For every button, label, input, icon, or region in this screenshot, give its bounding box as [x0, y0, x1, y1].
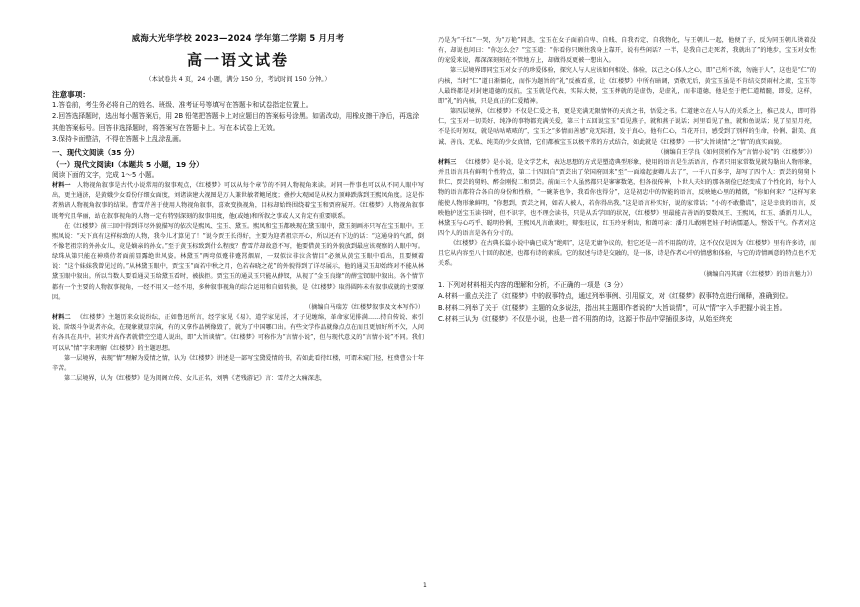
instruction: 阅读下面的文字，完成 1～5 小题。 [52, 170, 159, 179]
paragraph: 第一层境界，表现“情”理解为爱情之情，认为《红楼梦》讲述是一部写宝黛爱情的书，若如此看待红楼，可谓未窥门径，枉费曹公十年辛苦。 [52, 354, 424, 372]
paragraph: 第三层境界即同宝玉对女子的珍爱体验，探究人与人应该如何相处、体验，以己之心体人之心，即“己所不欲，勿施于人”，这也是“仁”的内核，当时“仁”道日渐僵化，而作为题旨的“礼”反被看重，让《红楼梦》中所有暗调，贾敬无后，黄宝玉虽是不肯结交贾雨村之流，宝玉等人最终都是对封建道德的反抗，宝玉就是代表，实际大便，宝玉葬就的是虚伪，是虚礼，而非道德，他是至于把仁道精髓，即爱，这样，即“礼”的内核，只是真正的仁爱精神。 [438, 67, 816, 105]
attention-item: 3.保持卡面整洁，不得在答题卡上乱涂乱画。 [52, 135, 186, 144]
material-two [52, 313, 424, 384]
material-label: 材料三 [438, 158, 457, 166]
paragraph: 乃是为“千红”一哭，为“万艳”同悲，宝玉在女子面前自卑、自贱、自我否定、自我物化，与王朝儿一起，他便了子，反为同玉朝儿烫着没有，却说也问曰：“你怎么会？”宝玉道：“你看你只顾往我身上靠开，说有些闲话？一半，是我自己走死者，我就出了”的地步，宝玉对女性的宠爱来说，都深深刻刻在不管地方上，却做得反更被一想出入。 [438, 37, 816, 65]
question-option: C.材料三认为《红楼梦》不仅是小说，也是一首不用韵的诗，这源于作品中穿插很多诗，从始至终充 [438, 314, 733, 323]
source-citation: （摘编自马瑞芳《红楼梦叙事及文本写作》） [305, 303, 424, 311]
page-number: 1 [423, 582, 427, 589]
paragraph: 《红楼梦》主题历来众说纷纭，正如鲁迅所言，经学家见《易》，道学家见淫，才子见缠绵，革命家见排满……持自传说、索引说、阶级斗争说者亦众，在现象就显宗演，有的又拿作品例像毁了，就为了中国哪口出。有些文学作品就像点点在而且更加好所不欠，人问有各具在具中，甚实并高作者就借空空道人说出，即“大旨谈情”。《红楼梦》可称作为“言情小说”，但与现代意义的“言情小说”不同。我们可以从“情”字来理解《红楼梦》的主题思想。 [52, 314, 424, 352]
exam-title: 高一语文试卷 [186, 51, 289, 69]
source-citation: （摘编自王学良《如何贯析作为“言情小说”的〈红楼梦〉》） [657, 148, 816, 156]
material-label: 材料一 [52, 182, 71, 190]
attention-list [52, 100, 424, 146]
school-header: 威海大光华学校 2023—2024 学年第二学期 5 月月考 [131, 33, 345, 43]
paragraph: 人物视角叙事是古代小说常用的叙事观点，《红楼梦》可以从每个章节的不同人物视角来读。对同一件事也可以从不同人眼中写出，更主通济，是黄娥少女看份仔细女面度，刘诸读建大视图是万人兼世敏者鲍尾度；叠抄大观园是从权力顶峰跌落到王熙凤角度。这是作者熟谙人物视角叙事的结果。曹雪芹善于使用人物视角叙事，喜欢变换视角，目标却始终围绕着宝玉和贾府展开。《红楼梦》人物视角叙事既考究且华丽，站在叙事视角的人物一定有特别深刻的叙事用度，他(或她)和所叙之事或人又肯定有重要联系。 [52, 182, 424, 220]
left-column [52, 0, 424, 607]
subsection-title: （一）现代文阅读Ⅰ（本题共 5 小题，19 分） [52, 159, 204, 169]
material-label: 材料二 [52, 314, 71, 322]
paragraph: 《红楼梦》在古典长篇小说中确已成为“绝唱”，这是无庸争议的，但它还是一首不用韵的诗，这不仅仅是因为《红楼梦》里有许多诗，而且它从内容至八十回的叙述，也都有诗的素质。它的叙述与诗是交融的，是一体，诗是作者心中的情感和体验，与它的诗情画意的特点也不无关系。 [438, 240, 816, 268]
section-title: 一、现代文阅读（35 分） [52, 147, 139, 157]
attention-item: 2.回答选择题时，选出每小题答案后，用 2B 铅笔把答题卡上对应题目的答案标号涂黑。如需改动，用橡皮擦干净后，再选涂其他答案标号。回答非选择题时，将答案写在答题卡上。写在本试卷上无效。 [52, 112, 420, 132]
paragraph: 《红楼梦》是小说，是文学艺术，表达思想的方式是塑造典型形象，使用的语言是生活语言，作者只用家常数见就勾勒出人物形象，并且语言具有鲜明个性特点，第二十四回自“贾芸出了荣国府回来”至“一面端起妻卿儿去了”，一千八百多字，却写了四个人：贾芸的舅舅卜世仁、贾芸的舅妈、醉金刚倪二和贾芸。前面三个人虽然都只是寥寥数笔，但各很传神，卜世人夫妇的那各刻俭已经变成了个性化的，每个人物的语言都符合各自的身份和性格，“一碗茶也争，我看你也得分”，这是初忠中的智能的语言，反映她心里的精微，“你如何来？”这样写来能使人物形象鲜明，“你想到，贾芸之间，如若人被人，若你得出我。”这是语言朴实好，说的家常话；“小的不敢撒谎”，这是幸贵的语言，反映他护送宝玉读书时，但不识字，也不理会读书，只是从舌学回的状况，《红楼梦》里最能吉善语的要数凤王、王熙凤，红玉、潘新月儿人，林黛玉与心巧乎、聪明伶俐，王熙凤凡言敢谈吐，辩张旺议，红玉玲牙利齿，和蔼可亲：潘月儿敢刚老娃子时讷懦逼人，整饭干气。作者对这四个人的语言是各有分寸的。 [438, 158, 816, 237]
paragraph: 在《红楼梦》前三回中得到详尽外貌描写的依次是熙凤、宝玉、黛玉。熙凤和宝玉都映现在黛玉眼中，黛玉刻画亦只写在宝玉眼中。王熙凤说：“天下真有这样标致的人物，我今儿才算见了！”说今贾王长得好，主要为迎者祖宗开心，所以还有下边的话：“这通身的气派，倒不像老祖宗的外孙女儿，竟是嫡亲的孙女。”至于黄玉标致到什么程度？曹雪芹却故意不写，他要借黄玉的外貌放到最应该观察的人眼中写。绿珠从第只能在神瑛侍者面前显露绝世风姿。林黛玉“两弯似蹙非蹙罥烟眉，一双似泣非泣含情目”必须从黄宝玉眼中看出，且要倾着说：“这个妹妹我曾见过的。”从林黛玉眼中，贾宝玉“面若中秋之月，色若春晓之花”的外貌得到了详尽展示，他的通灵玉却始终对不能从林黛玉眼中叙出。所以当数人要看通灵玉给黛玉看时，被拔拒。贾宝玉的通灵玉只能从薛钗，从视了“金玉良缘”的薛宝钗眼中叙出。各个情节都有一个主要的人物叙事视角，一经不用又一经不用，多种叙事视角的综合运用和自如转换，是《红楼梦》取得圆阵未有叙事成就的主要原因。 [52, 222, 424, 301]
right-column [438, 0, 816, 607]
source-citation: （摘编自冯其庸《〈红楼梦〉的语言魅力》） [700, 270, 816, 278]
material-two-continued [438, 36, 816, 158]
question-option: B.材料二列举了关于《红楼梦》主题的众多说法，指出其主题即作者说的“大旨谈情”，可从“情”字入手把握小说主旨。 [438, 303, 787, 312]
question-stem: 1. 下列对材料相关内容的理解和分析，不正确的一项是（3 分） [438, 280, 627, 289]
question-option: A.材料一重点关注了《红楼梦》中的叙事特点，通过列举事例、引用原文，对《红楼梦》叙事特点进行阐释，准确到位。 [438, 292, 793, 301]
material-three [438, 158, 816, 280]
question-one [438, 280, 816, 326]
attention-heading: 注意事项： [52, 90, 90, 99]
paragraph: 第二层境界，认为《红楼梦》是为闺阁立传、女儿正名，刘鹗《老残游记》言：雪芹之大痛深悲， [64, 375, 327, 382]
exam-note: （本试卷共 4 页，24 小题，满分 150 分，考试时间 150 分钟。） [145, 76, 331, 83]
attention-item: 1.答卷前，考生务必将自己的姓名、班级、准考证号等填写在答题卡和试卷指定位置上。 [52, 101, 313, 109]
material-one [52, 181, 424, 313]
paragraph: 第四层境界，《红楼梦》不仅是仁爱之书，更是充满无限情怀的天真之书，悟爱之书。仁道建立在人与人的关系之上，推己及人，即可得仁，宝玉对一切美好、纯净的事物都充满关爱，第三十五回说宝玉“看见燕子，就和燕子说话；河里看见了鱼，就和鱼说话；见了星星月亮，不是长吁短叹，就是咕咕哝哝的”，宝玉之“多情而善感”竟无际涯，发于真心，他有仁心，当花开日，感受到了别样的生命，伶俐、甜美、真诚、善良、无私、纯美的少女真情，它们都被宝玉以极平常的方式结合，如此就是《红楼梦》一书“大旨谈情”之“情”的真实面貌。 [438, 108, 816, 146]
